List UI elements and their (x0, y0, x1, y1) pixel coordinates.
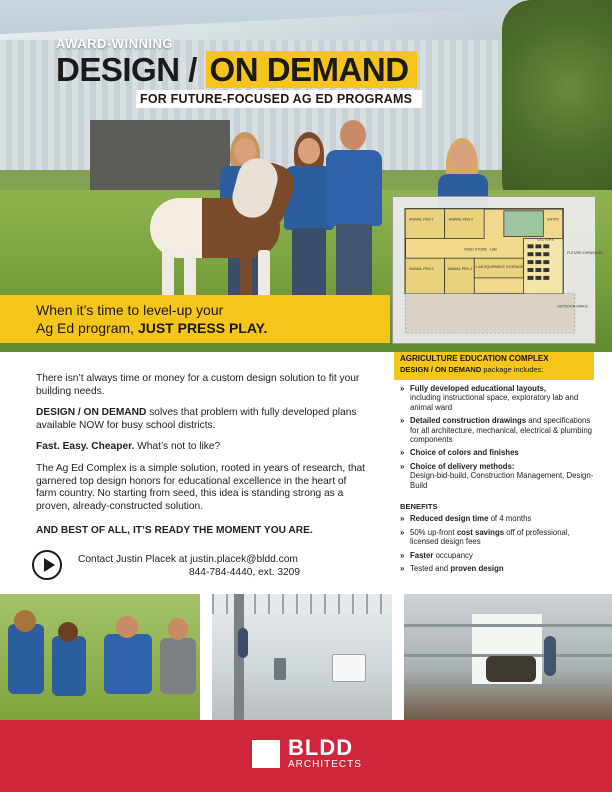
body-paragraph-4: The Ag Ed Complex is a simple solution, rooted in years of research, that garnered top design honors for educational excellence in the heart of farm country. No starting from seed, this idea is standing strong as a proven, already-constructed solution. (36, 462, 365, 512)
plan-label-pen3: ANIMAL PEN 3 (409, 267, 434, 271)
contact-phone[interactable]: 844-784-4440, ext. 3209 (188, 567, 300, 578)
body-paragraph-3: Fast. Easy. Cheaper. What’s not to like? (36, 441, 221, 453)
banner-line1: When it’s time to level-up your (36, 302, 224, 318)
features-list (400, 384, 598, 490)
floor-plan (392, 196, 603, 344)
banner-line2-prefix: Ag Ed program, (36, 320, 138, 336)
photo-arena-interior (212, 594, 392, 720)
infobox-subtitle (400, 365, 588, 374)
banner-line2 (36, 319, 390, 337)
photo-livestock-barn (404, 594, 612, 720)
benefit-item: » 50% up-front cost savings off of professional, licensed design fees (400, 528, 598, 547)
plan-label-lab-storage: LAB EQUIPMENT STORAGE (476, 265, 524, 270)
logo-square-icon (252, 740, 280, 768)
plan-label-lab: LAB (490, 247, 497, 252)
benefit-item: » Reduced design time of 4 months (400, 514, 598, 523)
pony (140, 158, 330, 308)
package-infobox (394, 352, 594, 380)
headline-subtitle: FOR FUTURE-FOCUSED AG ED PROGRAMS (136, 90, 422, 108)
feature-item: » Detailed construction drawings and specifications for all architecture, mechanical, electrical & plumbing components (400, 416, 598, 444)
feature-item: » Choice of colors and finishes (400, 448, 598, 457)
headline-title-part2: ON DEMAND (206, 51, 417, 88)
plan-label-pen2: ANIMAL PEN 2 (448, 217, 473, 222)
body-copy (36, 373, 366, 547)
body-paragraph-1: There isn’t always time or money for a custom design solution to fit your building needs. (36, 373, 360, 397)
play-icon[interactable] (32, 550, 62, 580)
headline-kicker: AWARD-WINNING (56, 36, 173, 51)
press-play-banner (0, 295, 390, 343)
logo-word: BLDD (288, 735, 354, 760)
body-paragraph-2: DESIGN / ON DEMAND solves that problem with fully developed plans available NOW for busy school districts. (36, 407, 357, 431)
benefits-list (400, 514, 598, 573)
plan-label-entry: ENTRY (547, 217, 560, 222)
infobox-subtitle-rest: package includes: (481, 365, 544, 374)
trees (502, 0, 612, 220)
photo-students-field (0, 594, 200, 720)
benefit-item: » Tested and proven design (400, 564, 598, 573)
package-details (400, 384, 598, 578)
plan-label-lecture: LECTURE (537, 237, 554, 242)
bldd-logo (252, 737, 362, 770)
banner-line2-bold: JUST PRESS PLAY. (137, 320, 268, 336)
infobox-title: AGRICULTURE EDUCATION COMPLEX (400, 354, 549, 363)
feature-item: » Fully developed educational layouts, including instructional space, exploratory lab and animal ward (400, 384, 598, 412)
headline-title (56, 50, 417, 90)
headline-title-part1: DESIGN / (56, 51, 206, 88)
plan-label-pen4: ANIMAL PEN 4 (447, 267, 472, 271)
plan-label-outdoor: OUTDOOR SPACE (557, 304, 589, 309)
logo-subword: ARCHITECTS (288, 759, 362, 770)
contact-info (78, 553, 300, 579)
contact-email-line[interactable]: Contact Justin Placek at justin.placek@bldd.com (78, 554, 298, 565)
benefits-title: BENEFITS (400, 502, 438, 512)
infobox-subtitle-bold: DESIGN / ON DEMAND (400, 365, 482, 374)
plan-label-expansion: FUTURE EXPANSION (567, 251, 603, 256)
body-cta: AND BEST OF ALL, IT’S READY THE MOMENT YOU ARE. (36, 525, 313, 537)
feature-item: » Choice of delivery methods: Design-bid-build, Construction Management, Design-Build (400, 462, 598, 490)
plan-label-feed: FEED STORE (464, 247, 488, 252)
plan-label-pen1: ANIMAL PEN 1 (409, 217, 434, 222)
benefit-item: » Faster occupancy (400, 551, 598, 560)
